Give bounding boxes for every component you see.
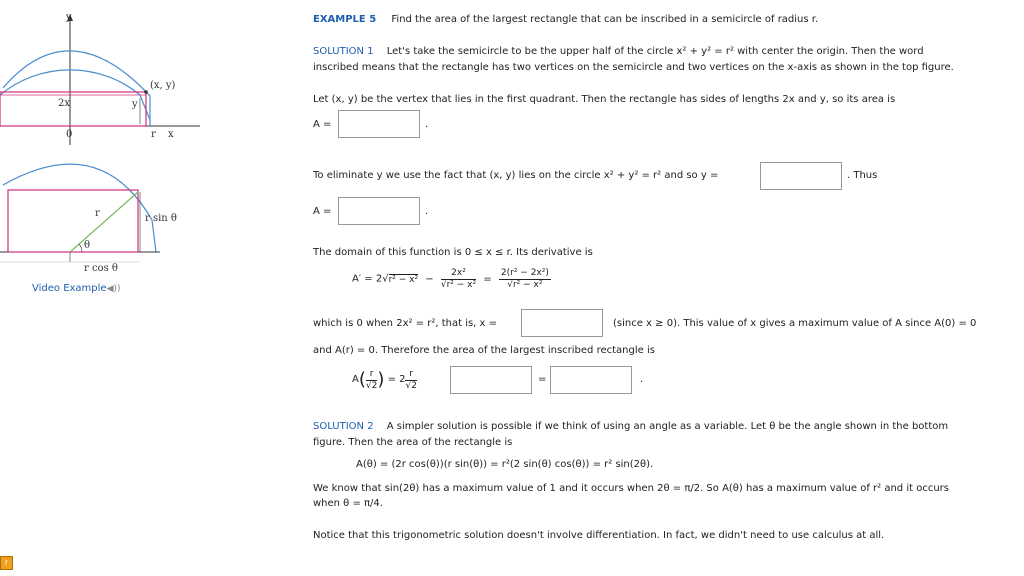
solution2-line1: A simpler solution is possible if we think of using an angle as a variable. Let θ be the angle shown in the bottom: [386, 421, 949, 432]
bottom-rectangle: [8, 190, 138, 252]
bottom-rsin-label: r sin θ: [145, 213, 177, 224]
top-origin-label: 0: [66, 129, 73, 140]
coef-frac: [405, 369, 416, 392]
max-area-expression: A( $\frac{r}{√2}$ ) = 2 $\frac{r}{√2}$: [352, 368, 417, 391]
bottom-rcos-label: r cos θ: [84, 263, 118, 274]
example-header: [313, 13, 818, 27]
top-vertex-point: [144, 90, 148, 94]
solution2-max-line1: We know that sin(2θ) has a maximum value of 1 and it occurs when 2θ = π/2. So A(θ) has a maximum value of r² and it occurs: [313, 483, 949, 494]
max-area-input-2[interactable]: [550, 366, 632, 394]
solution1-label: SOLUTION 1: [313, 46, 374, 57]
thus-text: . Thus: [847, 170, 878, 181]
eliminate-text: To eliminate y we use the fact that (x, y) lies on the circle x² + y² = r² and so y =: [313, 170, 719, 181]
solution2-line2: figure. Then the area of the rectangle is: [313, 437, 513, 448]
arg-frac: [366, 369, 377, 392]
corner-icon[interactable]: r: [0, 556, 13, 570]
bottom-quarter-arc: [3, 164, 156, 252]
deriv-frac2: [499, 268, 551, 291]
top-height-label: y: [132, 99, 138, 110]
solution2-line1-row: [313, 420, 948, 434]
video-example-link[interactable]: [32, 282, 121, 296]
solution1-line1-row: [313, 45, 924, 59]
deriv-num1: 2x²: [441, 268, 476, 280]
coef-num: r: [405, 369, 416, 381]
top-rectangle: [0, 92, 146, 126]
speaker-icon: ◀)): [106, 284, 121, 294]
top-point-label: (x, y): [150, 80, 176, 91]
eq-two: = 2: [387, 374, 406, 385]
example-label: EXAMPLE 5: [313, 14, 377, 25]
max-area-input-1[interactable]: [450, 366, 532, 394]
deriv-frac1: [441, 268, 476, 291]
y-answer-input[interactable]: [760, 162, 842, 190]
video-example-label: Video Example: [32, 283, 107, 294]
zero-text: which is 0 when 2x² = r², that is, x =: [313, 318, 498, 329]
domain-text: The domain of this function is 0 ≤ x ≤ r. Its derivative is: [313, 247, 593, 258]
area-label-2: A =: [313, 206, 332, 217]
bottom-radius-line: [70, 192, 138, 252]
solution1-line1: Let's take the semicircle to be the upper half of the circle x² + y² = r² with center the origin. Then the word: [386, 46, 924, 57]
derivative-formula: [352, 268, 551, 291]
notice-text: Notice that this trigonometric solution doesn't involve differentiation. In fact, we didn't need to use calculus at all.: [313, 530, 885, 541]
area-label-1: A =: [313, 119, 332, 130]
period-3: .: [640, 374, 644, 385]
solution1-line2: inscribed means that the rectangle has two vertices on the semicircle and two vertices on the x-axis as shown in the top figure.: [313, 62, 954, 73]
top-width-label: 2x: [58, 98, 71, 109]
vertex-text: Let (x, y) be the vertex that lies in the first quadrant. Then the rectangle has sides of lengths 2x and y, so its area is: [313, 94, 896, 105]
deriv-eq: =: [483, 273, 492, 285]
deriv-radicand: r² − x²: [388, 274, 419, 285]
top-y-label: y: [66, 12, 72, 23]
top-semicircle-arc: [3, 51, 150, 126]
top-x-label: x: [168, 129, 174, 140]
x-answer-input[interactable]: [521, 309, 603, 337]
solution2-formula: A(θ) = (2r cos(θ))(r sin(θ)) = r²(2 sin(θ) cos(θ)) = r² sin(2θ).: [356, 459, 654, 470]
period-2: .: [425, 206, 429, 217]
figures-panel: [0, 0, 200, 300]
deriv-lhs: A′ = 2√: [352, 273, 389, 285]
bottom-theta-label: θ: [84, 240, 91, 251]
deriv-den2: √r² − x²: [507, 280, 543, 290]
period-1: .: [425, 119, 429, 130]
solution2-label: SOLUTION 2: [313, 421, 374, 432]
arg-num: r: [366, 369, 377, 381]
arg-den: √2: [365, 380, 378, 391]
deriv-num2: 2(r² − 2x²): [500, 268, 549, 278]
deriv-minus: −: [425, 273, 434, 285]
area-answer-input[interactable]: [338, 110, 420, 138]
solution2-max-line2: when θ = π/4.: [313, 498, 383, 509]
and-text: and A(r) = 0. Therefore the area of the largest inscribed rectangle is: [313, 345, 655, 356]
top-r-label: r: [151, 129, 156, 140]
bottom-r-label: r: [95, 208, 100, 219]
deriv-den1: √r² − x²: [440, 280, 477, 290]
example-prompt: Find the area of the largest rectangle that can be inscribed in a semicircle of radius r.: [391, 14, 819, 25]
eq-sign-3: =: [538, 374, 547, 385]
since-text: (since x ≥ 0). This value of x gives a maximum value of A since A(0) = 0: [613, 318, 977, 329]
area-function-input[interactable]: [338, 197, 420, 225]
a-of: A: [352, 374, 359, 385]
coef-den: √2: [405, 380, 417, 391]
